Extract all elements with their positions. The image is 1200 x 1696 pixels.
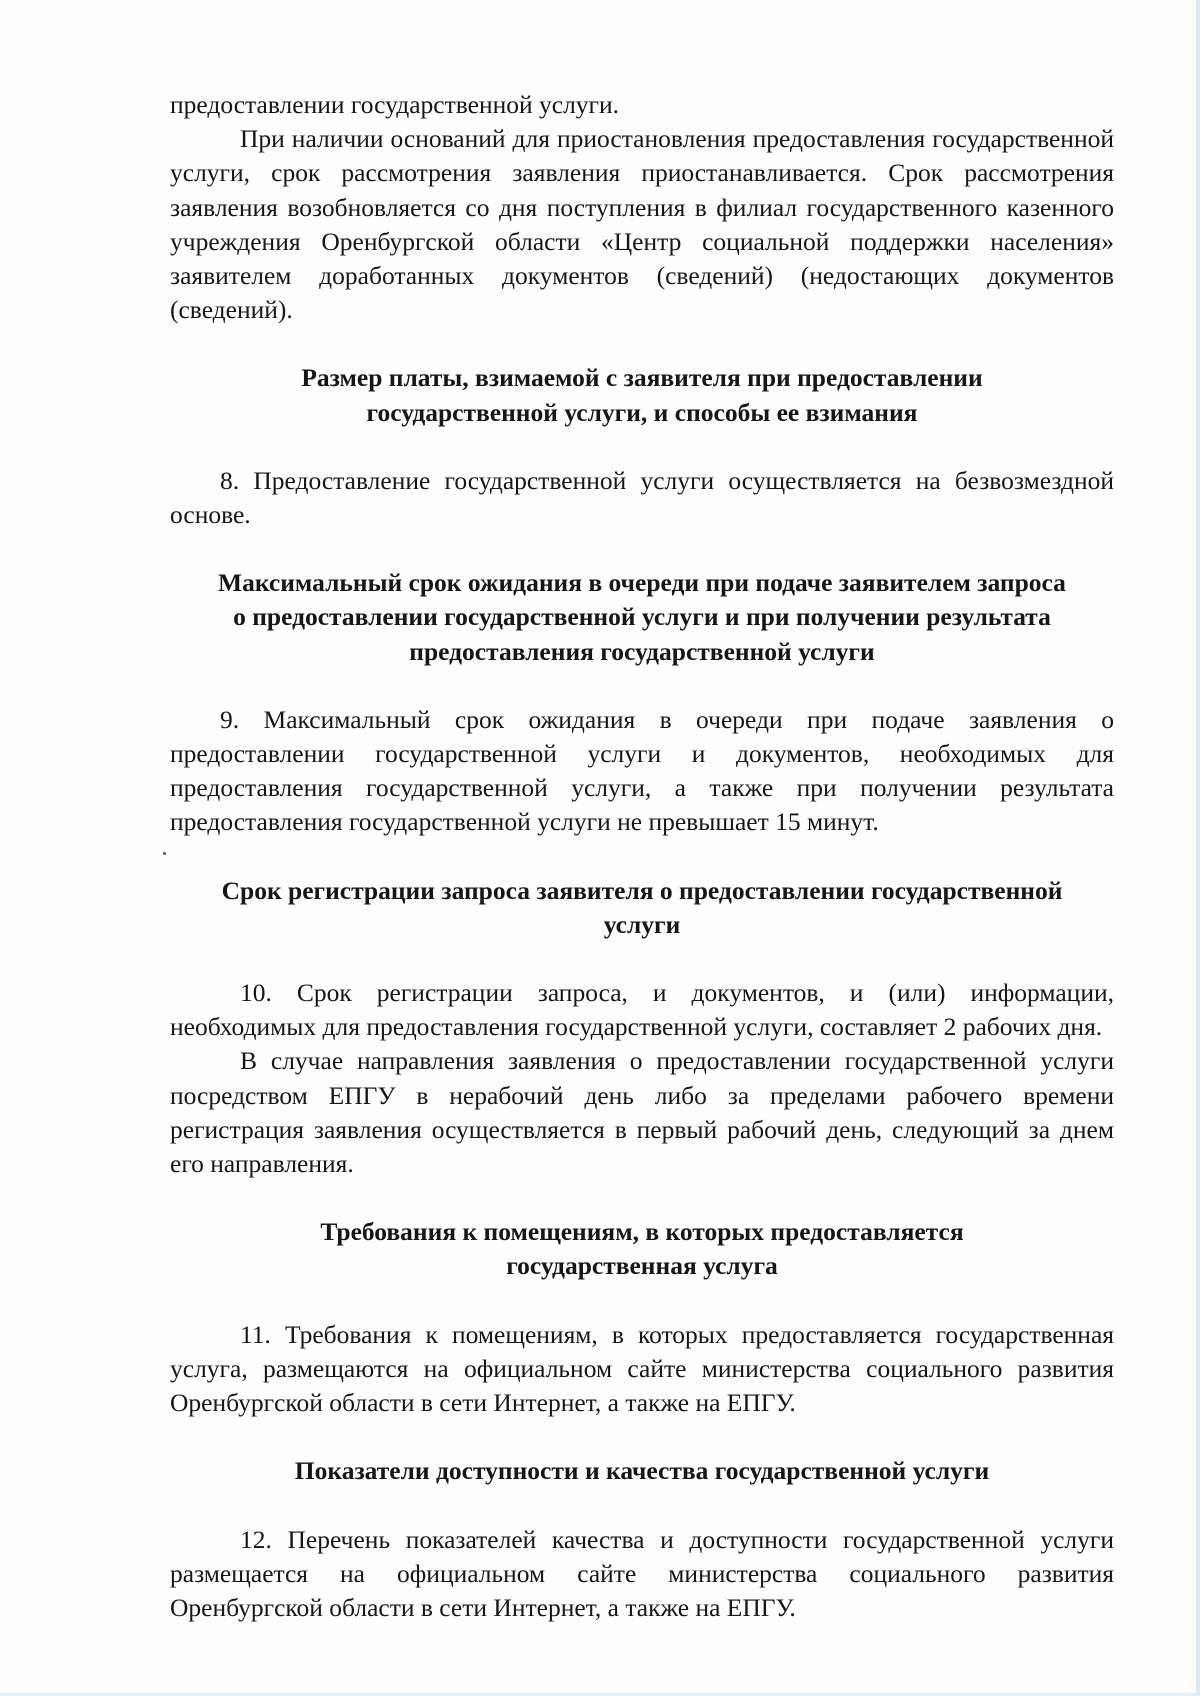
paragraph-item-10-epgu: В случае направления заявления о предоставлении государственной услуги посредством ЕПГУ в нерабочий день либо за пределами рабочего времени регистрация заявления осуществляется в первый рабочий день, следующий за днем его направления. xyxy=(170,1046,1114,1179)
paragraph-item-12: 12. Перечень показателей качества и доступности государственной услуги размещается на официальном сайте министерства социального развития Оренбургской области в сети Интернет, а также на ЕПГУ. xyxy=(170,1524,1114,1622)
paragraph-item-10: 10. Срок регистрации запроса, и документов, и (или) информации, необходимых для предоставления государственной услуги, составляет 2 рабочих дня. xyxy=(170,978,1114,1042)
paragraph-item-8: 8. Предоставление государственной услуги осуществляется на безвозмездной основе. xyxy=(170,465,1114,530)
section-heading-registration xyxy=(170,874,1114,942)
section-heading-premises xyxy=(170,1215,1114,1283)
heading-line: Размер платы, взимаемой с заявителя при предоставлении xyxy=(301,363,983,393)
section-heading-queue xyxy=(170,566,1114,669)
paragraph-continuation: предоставлении государственной услуги. xyxy=(170,90,620,119)
heading-line: услуги xyxy=(603,909,681,939)
section-heading-fee xyxy=(170,361,1114,429)
paragraph-item-11: 11. Требования к помещениям, в которых предоставляется государственная услуга, размещаются на официальном сайте министерства социального развития Оренбургской области в сети Интернет, а также на ЕПГУ. xyxy=(170,1319,1114,1418)
section-heading-quality xyxy=(170,1454,1114,1488)
heading-line: о предоставлении государственной услуги и при получении результата xyxy=(233,602,1051,632)
heading-line: государственная услуга xyxy=(506,1251,778,1281)
heading-line: государственной услуги, и способы ее взимания xyxy=(366,397,918,427)
paragraph-item-9: 9. Максимальный срок ожидания в очереди при подаче заявления о предоставлении государственной услуги и документов, необходимых для предоставления государственной услуги, а также при получении результата предоставления государственной услуги не превышает 15 минут. xyxy=(170,704,1114,837)
paragraph-suspension: При наличии оснований для приостановления предоставления государственной услуги, срок рассмотрения заявления приостанавливается. Срок рассмотрения заявления возобновляется со дня поступления в филиал государственного казенного учреждения Оренбургской области «Центр социальной поддержки населения» заявителем доработанных документов (сведений) (недостающих документов (сведений). xyxy=(170,124,1114,325)
heading-line: Показатели доступности и качества государственной услуги xyxy=(294,1456,990,1486)
page-content xyxy=(170,88,1114,1625)
heading-line: предоставления государственной услуги xyxy=(409,636,875,666)
heading-line: Срок регистрации запроса заявителя о предоставлении государственной xyxy=(221,875,1063,905)
heading-line: Требования к помещениям, в которых предоставляется xyxy=(320,1217,964,1247)
heading-line: Максимальный срок ожидания в очереди при подаче заявителем запроса xyxy=(218,568,1066,598)
scan-speck xyxy=(163,852,166,855)
